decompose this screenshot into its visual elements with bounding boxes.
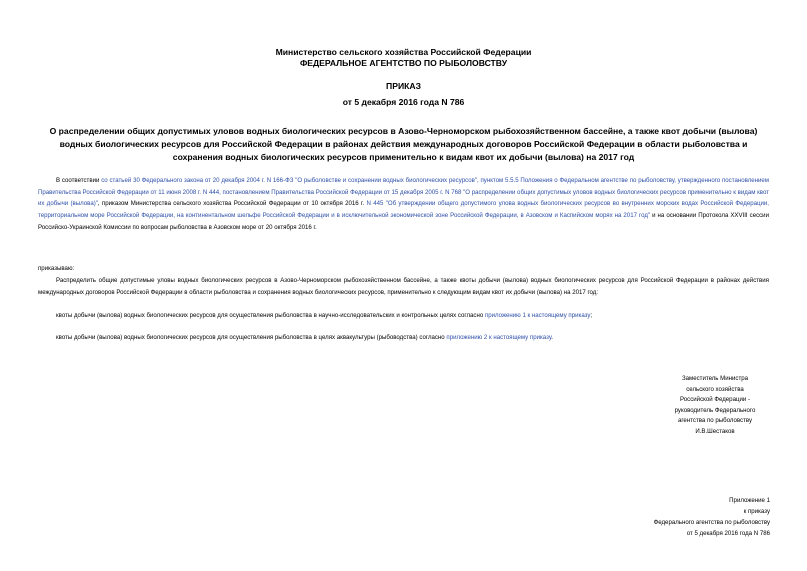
appendix-line: Федерального агентства по рыболовству xyxy=(653,519,770,526)
preamble-paragraph xyxy=(38,175,769,234)
preamble-text-3: и на основании Протокола XXVIII сессии Российско-Украинской Комиссии по вопросам рыболовства в Азовском море от 20 октября 2016 г. xyxy=(38,212,769,231)
ministry-name: Министерство сельского хозяйства Российской Федерации xyxy=(275,47,532,57)
agency-name: ФЕДЕРАЛЬНОЕ АГЕНТСТВО ПО РЫБОЛОВСТВУ xyxy=(299,58,508,68)
order-date: от 5 декабря 2016 года N 786 xyxy=(342,97,465,107)
appendix-date: от 5 декабря 2016 года N 786 xyxy=(686,530,770,537)
item2-text: квоты добычи (вылова) водных биологических ресурсов для осуществления рыболовства в целях аквакультуры (рыбоводства) согласно xyxy=(56,334,447,341)
item2-end: . xyxy=(551,334,553,341)
order-word: приказываю: xyxy=(38,265,75,272)
signature-block xyxy=(620,374,807,437)
signature-line: сельского хозяйства xyxy=(686,385,744,393)
item1-text: квоты добычи (вылова) водных биологических ресурсов для осуществления рыболовства в научно-исследовательских и контрольных целях согласно xyxy=(56,312,485,319)
signature-line: Заместитель Министра xyxy=(681,375,749,382)
directive-paragraph: Распределить общие допустимые уловы водных биологических ресурсов в Азово-Черноморском рыбохозяйственном бассейне, а также квоты добычи (вылова) водных биологических ресурсов для Российской Федерации в районах действия международных договоров Российской Федерации в области рыболовства и сохранения водных биологических ресурсов, применительно к следующим видам квот их добычи (вылова) на 2017 год: xyxy=(38,277,769,296)
item1-end: ; xyxy=(590,312,593,319)
appendix-number: Приложение 1 xyxy=(729,497,770,504)
signature-name: И.В.Шестаков xyxy=(695,427,735,435)
document-title: О распределении общих допустимых уловов водных биологических ресурсов в Азово-Черноморском рыбохозяйственном бассейне, а также квот добычи (вылова) водных биологических ресурсов для Российской Федерации в районах действия международных договоров Российской Федерации в области рыболовства и сохранения водных биологических ресурсов применительно к видам квот их добычи (вылова) на 2017 год xyxy=(49,126,758,162)
appendix-line: к приказу xyxy=(743,508,770,515)
ministry-order-link[interactable]: N 445 "Об утверждении общего допустимого улова водных биологических ресурсов во внутренних морских водах Российской Федерации, территориальном море Российской Федерации, на континентальном шельфе Российской Федерации и в исключительной экономической зоне Российской Федерации, в Азовском и Каспийском морях на 2017 год" xyxy=(38,200,769,220)
signature-line: агентства по рыболовству xyxy=(677,417,753,424)
appendix-2-link[interactable]: приложению 2 к настоящему приказу xyxy=(446,334,552,341)
list-item xyxy=(56,310,592,321)
list-item xyxy=(56,332,553,343)
signature-line: руководитель Федерального xyxy=(674,406,756,414)
preamble-text-1: В соответствии xyxy=(56,177,102,184)
law-link[interactable]: со статьей 30 Федерального закона от 20 декабря 2004 г. N 166-ФЗ "О рыболовстве и сохранении водных биологических ресурсов", пунктом 5.5.5 Положения о Федеральном агентстве по рыболовству, утвержденного постановлением Правительства Российской Федерации от 11 июня 2008 г. N 444, постановлением Правительства Российской Федерации от 15 декабря 2005 г. N 768 "О распределении общих допустимых уловов водных биологических ресурсов применительно к видам квот их добычи (вылова)" xyxy=(38,177,769,208)
preamble-text-2: , приказом Министерства сельского хозяйства Российской Федерации от 10 октября 2016 г. xyxy=(97,200,367,208)
signature-line: Российской Федерации - xyxy=(680,396,750,403)
order-heading: ПРИКАЗ xyxy=(386,81,421,91)
appendix-header xyxy=(570,495,770,539)
appendix-1-link[interactable]: приложению 1 к настоящему приказу xyxy=(484,312,591,319)
